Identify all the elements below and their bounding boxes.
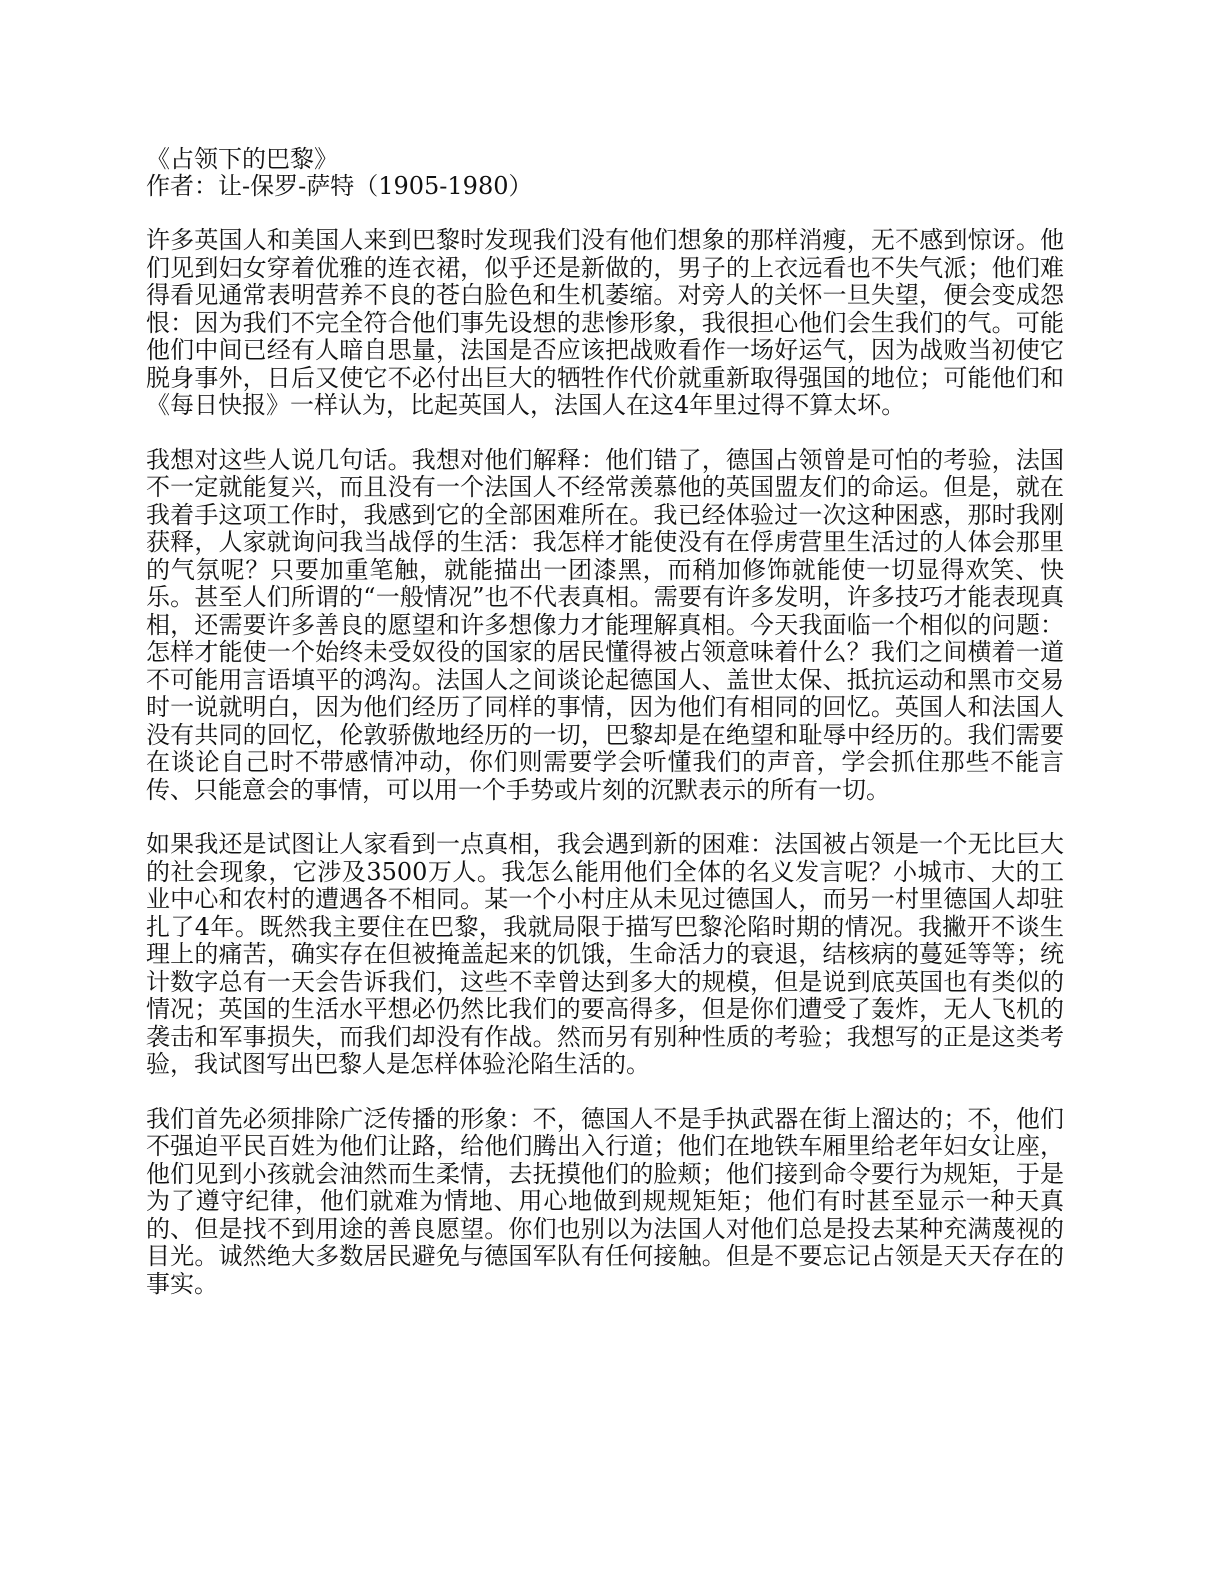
- document-body: [146, 146, 1064, 1298]
- paragraph-1: 许多英国人和美国人来到巴黎时发现我们没有他们想象的那样消瘦，无不感到惊讶。他们见到妇女穿着优雅的连衣裙，似乎还是新做的，男子的上衣远看也不失气派；他们难得看见通常表明营养不良的苍白脸色和生机萎缩。对旁人的关怀一旦失望，便会变成怨恨：因为我们不完全符合他们事先设想的悲惨形象，我很担心他们会生我们的气。可能他们中间已经有人暗自思量，法国是否应该把战败看作一场好运气，因为战败当初使它脱身事外，日后又使它不必付出巨大的牺牲作代价就重新取得强国的地位；可能他们和《每日快报》一样认为，比起英国人，法国人在这4年里过得不算太坏。: [146, 226, 1064, 419]
- paragraph-3: 如果我还是试图让人家看到一点真相，我会遇到新的困难：法国被占领是一个无比巨大的社会现象，它涉及3500万人。我怎么能用他们全体的名义发言呢？小城市、大的工业中心和农村的遭遇各不相同。某一个小村庄从未见过德国人，而另一村里德国人却驻扎了4年。既然我主要住在巴黎，我就局限于描写巴黎沦陷时期的情况。我撇开不谈生理上的痛苦，确实存在但被掩盖起来的饥饿，生命活力的衰退，结核病的蔓延等等；统计数字总有一天会告诉我们，这些不幸曾达到多大的规模，但是说到底英国也有类似的情况；英国的生活水平想必仍然比我们的要高得多，但是你们遭受了轰炸，无人飞机的袭击和军事损失，而我们却没有作战。然而另有别种性质的考验；我想写的正是这类考验，我试图写出巴黎人是怎样体验沦陷生活的。: [146, 830, 1064, 1078]
- author-line: 作者：让-保罗-萨特（1905-1980）: [146, 172, 533, 200]
- paragraph-2: 我想对这些人说几句话。我想对他们解释：他们错了，德国占领曾是可怕的考验，法国不一定就能复兴，而且没有一个法国人不经常羡慕他的英国盟友们的命运。但是，就在我着手这项工作时，我感到它的全部困难所在。我已经体验过一次这种困惑，那时我刚获释，人家就询问我当战俘的生活：我怎样才能使没有在俘虏营里生活过的人体会那里的气氛呢？只要加重笔触，就能描出一团漆黑，而稍加修饰就能使一切显得欢笑、快乐。甚至人们所谓的“一般情况”也不代表真相。需要有许多发明，许多技巧才能表现真相，还需要许多善良的愿望和许多想像力才能理解真相。今天我面临一个相似的问题：怎样才能使一个始终未受奴役的国家的居民懂得被占领意味着什么？我们之间横着一道不可能用言语填平的鸿沟。法国人之间谈论起德国人、盖世太保、抵抗运动和黑市交易时一说就明白，因为他们经历了同样的事情，因为他们有相同的回忆。英国人和法国人没有共同的回忆，伦敦骄傲地经历的一切，巴黎却是在绝望和耻辱中经历的。我们需要在谈论自己时不带感情冲动，你们则需要学会听懂我们的声音，学会抓住那些不能言传、只能意会的事情，可以用一个手势或片刻的沉默表示的所有一切。: [146, 445, 1064, 804]
- document-title: 《占领下的巴黎》: [146, 145, 338, 173]
- paragraph-4: 我们首先必须排除广泛传播的形象：不，德国人不是手执武器在街上溜达的；不，他们不强迫平民百姓为他们让路，给他们腾出入行道；他们在地铁车厢里给老年妇女让座，他们见到小孩就会油然而生柔情，去抚摸他们的脸颊；他们接到命令要行为规矩，于是为了遵守纪律，他们就难为情地、用心地做到规规矩矩；他们有时甚至显示一种天真的、但是找不到用途的善良愿望。你们也别以为法国人对他们总是投去某种充满蔑视的目光。诚然绝大多数居民避免与德国军队有任何接触。但是不要忘记占领是天天存在的事实。: [146, 1104, 1064, 1298]
